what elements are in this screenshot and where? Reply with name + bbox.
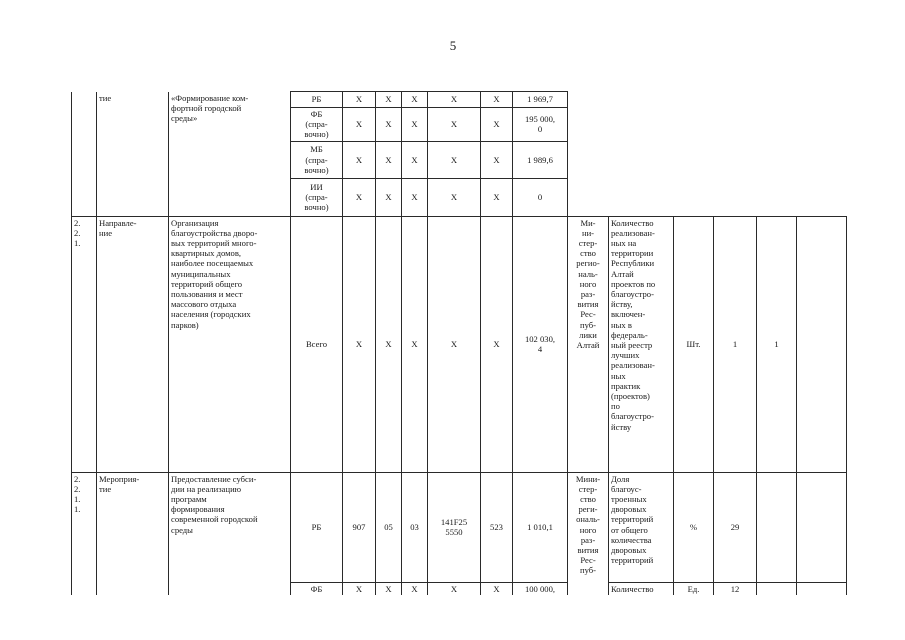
amount-cell: 100 000, (513, 582, 568, 595)
value-cell (797, 472, 847, 582)
name-cell: Предоставление субси- дии на реализацию программ формирования современной городской среды (169, 472, 291, 595)
code-cell: 03 (402, 472, 428, 582)
amount-cell: 1 010,1 (513, 472, 568, 582)
name-cell: Организация благоустройства дворо- вых территорий много- квартирных домов, наиболее посещаемых муниципальных территорий общего пользования и мест массового отдыха населения (городских парков) (169, 216, 291, 472)
funding-source-cell: РБ (291, 92, 343, 108)
code-cell: Х (481, 178, 513, 216)
code-cell: Х (402, 216, 428, 472)
code-cell: Х (402, 178, 428, 216)
unit-cell: % (674, 472, 714, 582)
value-cell: 1 (714, 216, 757, 472)
code-cell: Х (428, 216, 481, 472)
amount-cell: 0 (513, 178, 568, 216)
stage-cell: тие (97, 92, 169, 217)
code-cell: 523 (481, 472, 513, 582)
amount-cell: 1 969,7 (513, 92, 568, 108)
code-cell: Х (343, 582, 376, 595)
code-cell: Х (402, 582, 428, 595)
value-cell (797, 582, 847, 595)
indicator-cell: Количество реализован- ных на территории Республики Алтай проектов по благоустро- йству, включен- ных в федераль- ный реестр лучших реализован- ных практик (проектов) по благоустро- йству (609, 216, 674, 472)
funding-source-cell: Всего (291, 216, 343, 472)
code-cell: Х (481, 108, 513, 142)
code-cell: 141F25 5550 (428, 472, 481, 582)
funding-source-cell: ИИ (спра- вочно) (291, 178, 343, 216)
table-row (72, 472, 847, 582)
indicator-cell: Количество (609, 582, 674, 595)
stage-cell: Направле- ние (97, 216, 169, 472)
value-cell (757, 472, 797, 582)
empty-area (568, 92, 847, 217)
value-cell (757, 582, 797, 595)
code-cell: 05 (376, 472, 402, 582)
name-cell: «Формирование ком- фортной городской среды» (169, 92, 291, 217)
code-cell: Х (376, 178, 402, 216)
code-cell: Х (428, 178, 481, 216)
code-cell: Х (481, 216, 513, 472)
amount-cell: 102 030, 4 (513, 216, 568, 472)
row-number-cell: 2. 2. 1. 1. (72, 472, 97, 595)
code-cell: Х (428, 141, 481, 178)
code-cell: Х (376, 92, 402, 108)
executor-cell: Ми- ни- стер- ство регио- наль- ного раз- вития Рес- пуб- лики Алтай (568, 216, 609, 472)
code-cell: Х (428, 582, 481, 595)
unit-cell: Шт. (674, 216, 714, 472)
code-cell: Х (376, 141, 402, 178)
table-row (72, 92, 847, 108)
code-cell: Х (343, 141, 376, 178)
funding-source-cell: РБ (291, 472, 343, 582)
value-cell: 29 (714, 472, 757, 582)
row-number-cell (72, 92, 97, 217)
code-cell: Х (428, 92, 481, 108)
code-cell: Х (402, 141, 428, 178)
funding-source-cell: МБ (спра- вочно) (291, 141, 343, 178)
code-cell: Х (481, 141, 513, 178)
code-cell: Х (481, 582, 513, 595)
unit-cell: Ед. (674, 582, 714, 595)
code-cell: Х (481, 92, 513, 108)
code-cell: Х (343, 108, 376, 142)
executor-cell: Мини- стер- ство реги- ональ- ного раз- вития Рес- пуб- (568, 472, 609, 595)
program-table (71, 91, 847, 595)
code-cell: Х (402, 92, 428, 108)
value-cell: 1 (757, 216, 797, 472)
stage-cell: Мероприя- тие (97, 472, 169, 595)
funding-source-cell: ФБ (спра- вочно) (291, 108, 343, 142)
indicator-cell: Доля благоус- троенных дворовых территорий от общего количества дворовых территорий (609, 472, 674, 582)
table-row (72, 216, 847, 472)
code-cell: Х (428, 108, 481, 142)
value-cell (797, 216, 847, 472)
row-number-cell: 2. 2. 1. (72, 216, 97, 472)
code-cell: Х (376, 582, 402, 595)
code-cell: Х (376, 108, 402, 142)
value-cell: 12 (714, 582, 757, 595)
code-cell: Х (343, 216, 376, 472)
code-cell: Х (343, 92, 376, 108)
amount-cell: 1 989,6 (513, 141, 568, 178)
code-cell: Х (402, 108, 428, 142)
code-cell: 907 (343, 472, 376, 582)
amount-cell: 195 000, 0 (513, 108, 568, 142)
code-cell: Х (343, 178, 376, 216)
page-number: 5 (449, 38, 457, 53)
funding-source-cell: ФБ (291, 582, 343, 595)
code-cell: Х (376, 216, 402, 472)
